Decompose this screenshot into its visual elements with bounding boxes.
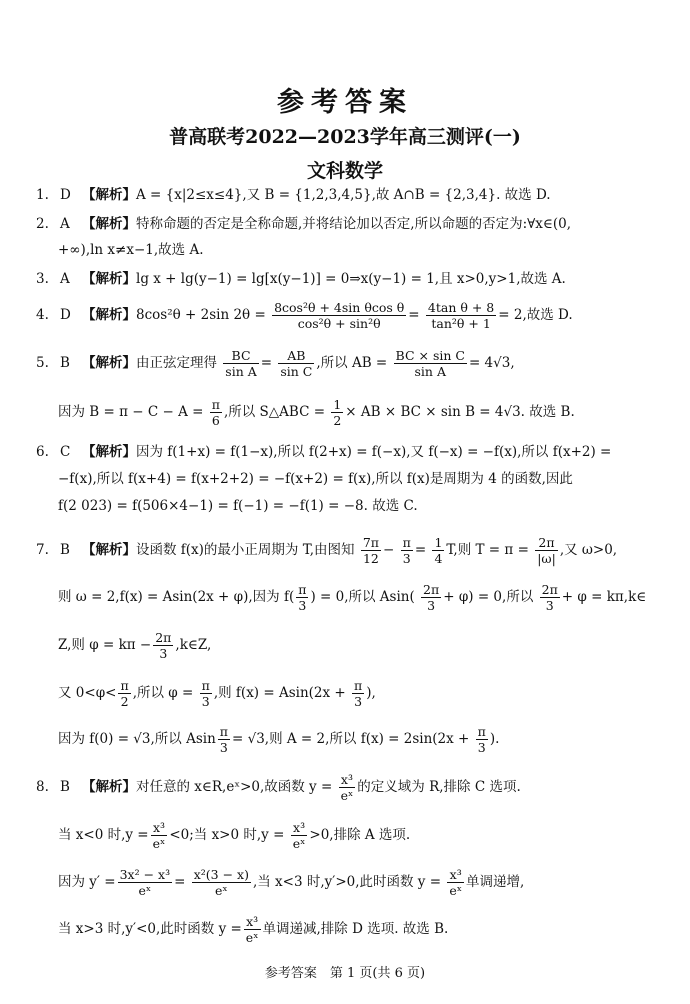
math-text: 7π: [362, 535, 380, 550]
math-text: 3: [296, 597, 308, 613]
fraction: [272, 300, 406, 331]
fraction: [278, 348, 314, 379]
answer-5: [36, 348, 676, 379]
fraction: [192, 867, 251, 898]
math-text: 2π: [155, 630, 172, 645]
math-text: x³: [152, 820, 165, 835]
math-text: eˣ: [245, 930, 259, 945]
math-text: π: [402, 535, 411, 550]
math-text: ,所以 AB =: [316, 355, 388, 371]
math-text: 3: [401, 550, 413, 566]
fraction: [352, 678, 364, 709]
math-text: π: [219, 724, 228, 739]
answer-2-cont: +∞),ln x≠x−1,故选 A.: [58, 242, 204, 258]
math-text: × AB × BC × sin B = 4√3. 故选 B.: [345, 404, 575, 420]
answer-2: [36, 215, 676, 233]
math-text: 因为 f(1+x) = f(1−x),所以 f(2+x) = f(−x),又 f(−x) = −f(x),所以 f(x+2) =: [136, 444, 612, 460]
math-text: 6.: [36, 444, 49, 460]
answer-6: [36, 443, 676, 461]
math-text: π: [298, 582, 307, 597]
math-text: 当 x<0 时,y =: [58, 827, 149, 843]
math-text: eˣ: [340, 788, 354, 803]
math-text: =: [260, 355, 273, 371]
math-text: x³: [449, 867, 462, 882]
math-text: 2π: [541, 582, 558, 597]
math-text: ).: [489, 731, 500, 747]
fraction: [118, 867, 173, 898]
math-text: A = {x|2≤x≤4},又 B = {1,2,3,4,5},故 A∩B = {2,3,4}. 故选 D.: [136, 187, 551, 203]
fraction: [291, 820, 308, 851]
math-text: x²(3 − x): [193, 867, 249, 882]
math-text: x³: [340, 772, 353, 787]
math-text: ,k∈Z,: [175, 637, 212, 653]
fraction: [200, 678, 212, 709]
math-text: ),: [366, 685, 376, 701]
math-text: A: [60, 271, 70, 287]
math-text: 【解析】: [82, 779, 136, 795]
math-text: A: [60, 216, 70, 232]
math-text: D: [60, 307, 71, 323]
math-text: eˣ: [118, 882, 173, 898]
math-text: 由正弦定理得: [136, 355, 217, 371]
math-text: ) = 0,所以 Asin(: [310, 589, 415, 605]
math-text: 3: [218, 739, 230, 755]
fraction: [447, 867, 464, 898]
fraction: [210, 397, 222, 428]
math-text: 因为 y′ =: [58, 874, 116, 890]
fraction: [151, 820, 168, 851]
math-text: =: [174, 874, 186, 890]
fraction: [153, 630, 173, 661]
math-text: 设函数 f(x)的最小正周期为 T,由图知: [136, 542, 355, 558]
math-text: 3: [540, 597, 560, 613]
answer-8-cont2: [58, 867, 678, 898]
answer-5-cont: [58, 397, 678, 428]
math-text: 2π: [423, 582, 440, 597]
math-text: B: [60, 542, 70, 558]
math-text: sin A: [394, 363, 467, 379]
math-text: 3: [153, 645, 173, 661]
math-text: = 2,故选 D.: [498, 307, 573, 323]
math-text: eˣ: [449, 883, 463, 898]
fraction: [432, 535, 444, 566]
fraction: [361, 535, 381, 566]
math-text: 因为 f(0) = √3,所以 Asin: [58, 731, 216, 747]
page-title: 参考答案: [277, 87, 413, 118]
math-text: 【解析】: [82, 444, 136, 460]
answer-8-cont3: [58, 914, 678, 945]
answer-7: [36, 535, 676, 566]
math-text: 单调递减,排除 D 选项. 故选 B.: [262, 921, 449, 937]
fraction: [244, 914, 261, 945]
math-text: 4tan θ + 8: [427, 300, 495, 315]
math-text: 【解析】: [82, 355, 136, 371]
math-text: lg x + lg(y−1) = lg[x(y−1)] = 0⇒x(y−1) = 1,且 x>0,y>1,故选 A.: [136, 271, 566, 287]
math-text: π: [477, 724, 486, 739]
math-text: + φ = kπ,k∈: [561, 589, 647, 605]
math-text: T,则 T = π =: [446, 542, 529, 558]
exam-name: 普高联考2022—2023学年高三测评(一): [169, 126, 521, 148]
math-text: eˣ: [152, 836, 166, 851]
math-text: 1: [434, 535, 443, 550]
answer-7-cont3: [58, 678, 678, 709]
math-text: 8cos²θ + 2sin 2θ =: [136, 307, 266, 323]
math-text: eˣ: [292, 836, 306, 851]
math-text: π: [201, 678, 210, 693]
math-text: π: [120, 678, 129, 693]
math-text: 8cos²θ + 4sin θcos θ: [274, 300, 405, 315]
math-text: 1.: [36, 187, 49, 203]
math-text: ,所以 φ =: [132, 685, 194, 701]
math-text: 2: [118, 693, 130, 709]
answer-6-cont: −f(x),所以 f(x+4) = f(x+2+2) = −f(x+2) = f(x),所以 f(x)是周期为 4 的函数,因此: [58, 471, 573, 487]
math-text: 当 x>3 时,y′<0,此时函数 y =: [58, 921, 242, 937]
fraction: [540, 582, 560, 613]
math-text: 的定义域为 R,排除 C 选项.: [357, 779, 521, 795]
math-text: 4.: [36, 307, 49, 323]
math-text: 2.: [36, 216, 49, 232]
math-text: 【解析】: [82, 542, 136, 558]
math-text: x³: [246, 914, 259, 929]
math-text: −: [383, 542, 395, 558]
answer-8: [36, 772, 676, 803]
math-text: Z,则 φ = kπ −: [58, 637, 152, 653]
math-text: tan²θ + 1: [426, 315, 496, 331]
math-text: |ω|: [537, 551, 556, 566]
answer-6-cont2: f(2 023) = f(506×4−1) = f(−1) = −f(1) = −8. 故选 C.: [58, 498, 418, 514]
fraction: [535, 535, 558, 566]
math-text: <0;当 x>0 时,y =: [169, 827, 285, 843]
math-text: sin A: [225, 364, 257, 379]
math-text: π: [354, 678, 363, 693]
math-text: C: [60, 444, 71, 460]
math-text: B: [60, 355, 70, 371]
fraction: [426, 300, 496, 331]
math-text: = 4√3,: [468, 355, 515, 371]
math-text: cos²θ + sin²θ: [272, 315, 406, 331]
math-text: 3: [421, 597, 441, 613]
math-text: 3x² − x³: [119, 867, 171, 882]
math-text: 【解析】: [82, 271, 136, 287]
math-text: AB: [287, 348, 306, 363]
math-text: π: [211, 397, 220, 412]
math-text: BC × sin C: [395, 348, 465, 363]
math-text: =: [408, 307, 420, 323]
answer-7-cont: [58, 582, 678, 613]
math-text: 则 ω = 2,f(x) = Asin(2x + φ),因为 f(: [58, 589, 295, 605]
math-text: ,又 ω>0,: [559, 542, 618, 558]
answer-7-cont4: [58, 724, 678, 755]
fraction: [296, 582, 308, 613]
answer-8-cont: [58, 820, 678, 851]
fraction: [331, 397, 343, 428]
math-text: 5.: [36, 355, 49, 371]
math-text: ,当 x<3 时,y′>0,此时函数 y =: [252, 874, 442, 890]
math-text: 因为 B = π − C − A =: [58, 404, 204, 420]
math-text: 3: [476, 739, 488, 755]
math-text: ,则 f(x) = Asin(2x +: [213, 685, 346, 701]
math-text: 2: [333, 413, 342, 428]
fraction: [218, 724, 230, 755]
math-text: 【解析】: [82, 307, 136, 323]
answer-4: [36, 300, 676, 331]
math-text: 7.: [36, 542, 49, 558]
math-text: 特称命题的否定是全称命题,并将结论加以否定,所以命题的否定为:∀x∈(0,: [136, 216, 572, 232]
math-text: 单调递增,: [466, 874, 525, 890]
math-text: 1: [333, 397, 342, 412]
fraction: [421, 582, 441, 613]
math-text: 3: [352, 693, 364, 709]
math-text: 3: [200, 693, 212, 709]
math-text: BC: [231, 348, 251, 363]
math-text: 又 0<φ<: [58, 685, 117, 701]
fraction: [394, 348, 467, 379]
fraction: [118, 678, 130, 709]
fraction: [476, 724, 488, 755]
math-text: eˣ: [192, 882, 251, 898]
math-text: + φ) = 0,所以: [443, 589, 534, 605]
math-text: 【解析】: [82, 187, 136, 203]
math-text: 8.: [36, 779, 49, 795]
subject-name: 文科数学: [306, 160, 383, 182]
fraction: [223, 348, 258, 379]
math-text: = √3,则 A = 2,所以 f(x) = 2sin(2x +: [232, 731, 470, 747]
math-text: x³: [293, 820, 306, 835]
math-text: 2π: [538, 535, 555, 550]
math-text: ,所以 S△ABC =: [223, 404, 326, 420]
answer-1: [36, 186, 676, 204]
math-text: sin C: [280, 364, 313, 379]
math-text: 4: [434, 551, 443, 566]
math-text: =: [414, 542, 427, 558]
answer-3: [36, 270, 676, 288]
math-text: >0,排除 A 选项.: [309, 827, 411, 843]
page-footer: 参考答案 第 1 页(共 6 页): [264, 966, 426, 981]
math-text: 对任意的 x∈R,eˣ>0,故函数 y =: [136, 779, 333, 795]
fraction: [339, 772, 356, 803]
math-text: D: [60, 187, 71, 203]
math-text: 3.: [36, 271, 49, 287]
math-text: 6: [210, 412, 222, 428]
math-text: 12: [361, 550, 381, 566]
fraction: [401, 535, 413, 566]
answer-7-cont2: [58, 630, 678, 661]
math-text: 【解析】: [82, 216, 136, 232]
math-text: B: [60, 779, 70, 795]
